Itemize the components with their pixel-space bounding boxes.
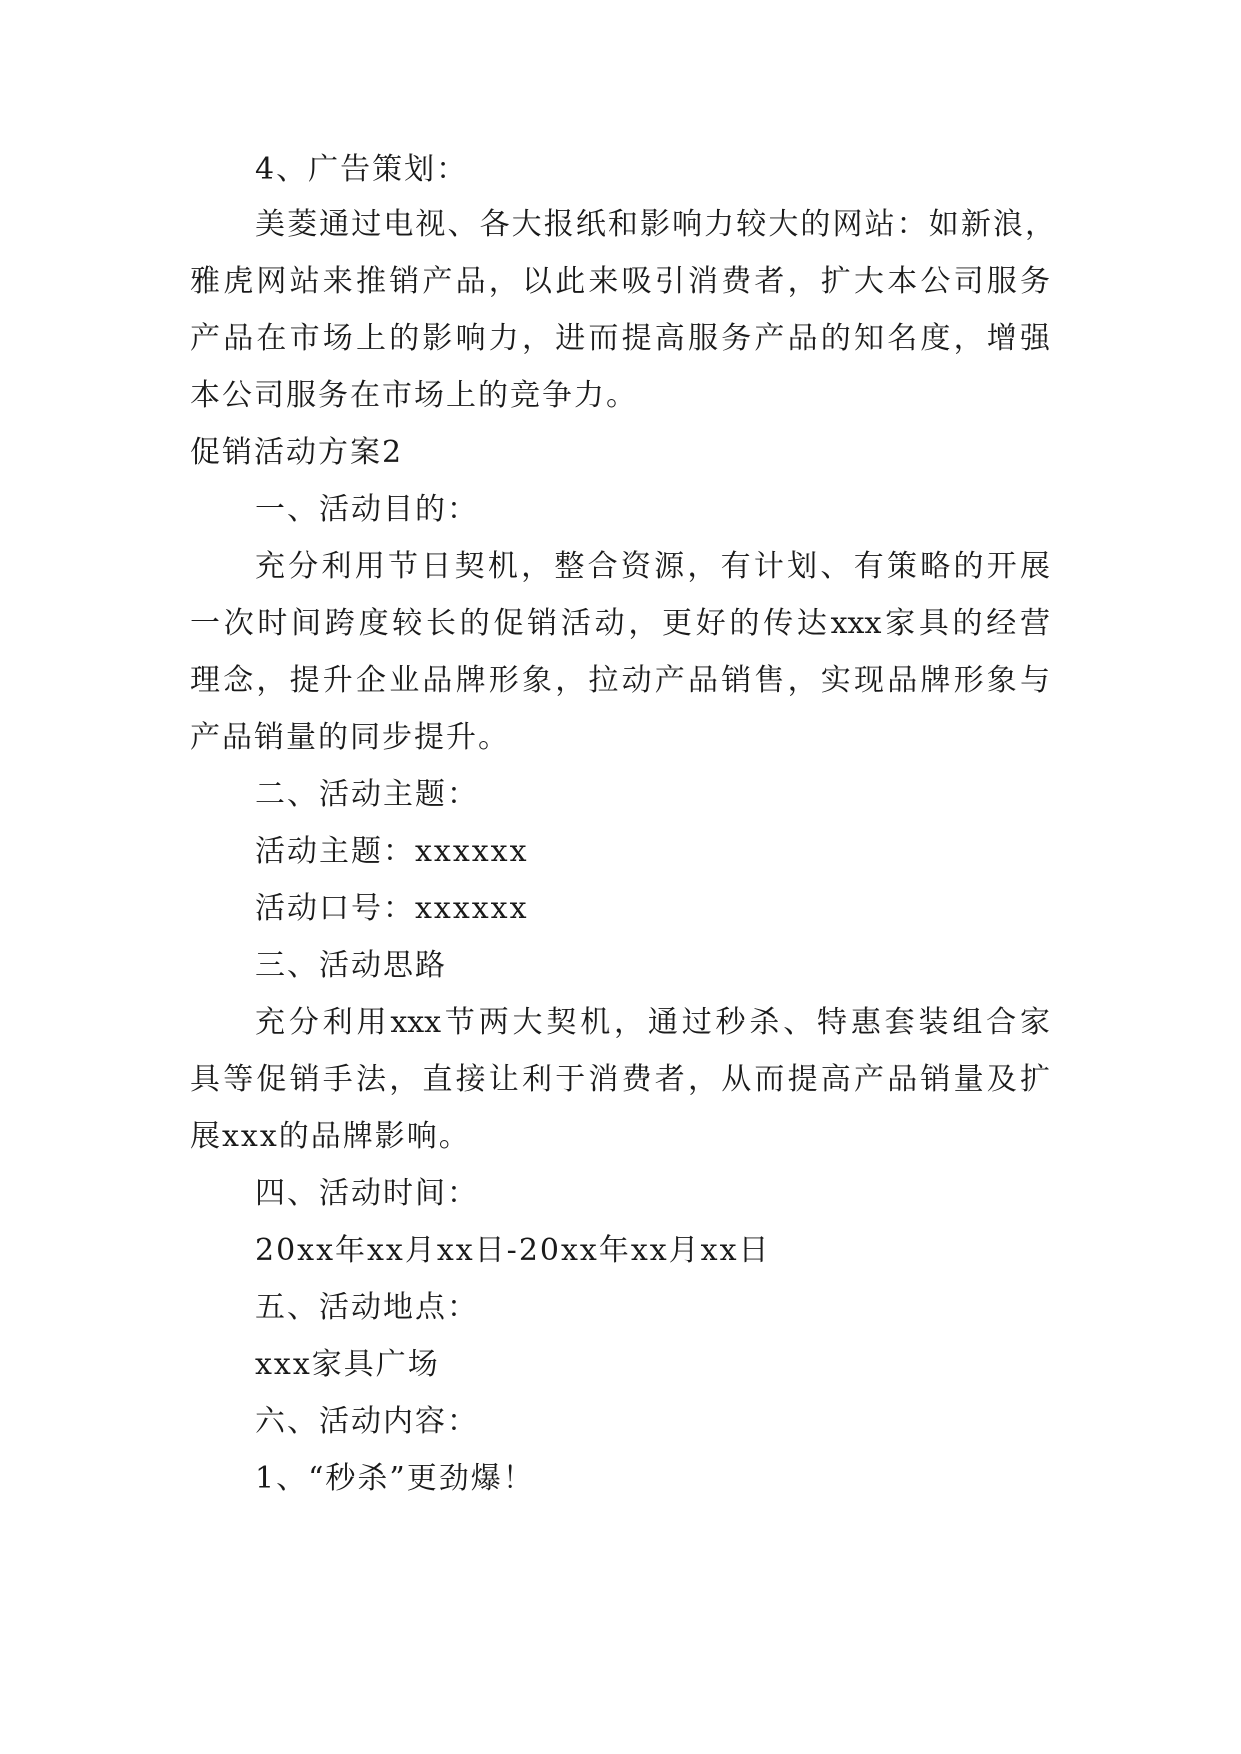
paragraph-line: 展xxx的品牌影响。: [190, 1119, 471, 1154]
paragraph-line: 产品销量的同步提升。: [190, 720, 510, 755]
document-section-title: 促销活动方案2: [190, 435, 404, 470]
paragraph-line: 美菱通过电视、各大报纸和影响力较大的网站：如新浪，: [255, 207, 1055, 242]
paragraph-line: 本公司服务在市场上的竞争力。: [190, 378, 638, 413]
paragraph-line: 雅虎网站来推销产品，以此来吸引消费者，扩大本公司服务: [190, 264, 1050, 299]
paragraph-line: 具等促销手法，直接让利于消费者，从而提高产品销量及扩: [190, 1062, 1050, 1097]
location-line: xxx家具广场: [255, 1347, 440, 1382]
paragraph-line: 理念，提升企业品牌形象，拉动产品销售，实现品牌形象与: [190, 663, 1050, 698]
section-heading-time: 四、活动时间：: [255, 1176, 479, 1211]
section-heading-advertising-plan: 4、广告策划：: [255, 152, 469, 187]
section-heading-content: 六、活动内容：: [255, 1404, 479, 1439]
theme-line: 活动主题：xxxxxx: [255, 834, 529, 869]
paragraph-line: 充分利用xxx节两大契机，通过秒杀、特惠套装组合家: [255, 1005, 1050, 1040]
slogan-line: 活动口号：xxxxxx: [255, 891, 529, 926]
section-heading-location: 五、活动地点：: [255, 1290, 479, 1325]
content-item-line: 1、“秒杀”更劲爆！: [255, 1461, 535, 1496]
paragraph-line: 一次时间跨度较长的促销活动，更好的传达xxx家具的经营: [190, 606, 1050, 641]
date-range-line: 20xx年xx月xx日-20xx年xx月xx日: [255, 1233, 771, 1268]
paragraph-line: 产品在市场上的影响力，进而提高服务产品的知名度，增强: [190, 321, 1050, 356]
section-heading-approach: 三、活动思路: [255, 948, 447, 983]
section-heading-theme: 二、活动主题：: [255, 777, 479, 812]
paragraph-line: 充分利用节日契机，整合资源，有计划、有策略的开展: [255, 549, 1050, 584]
section-heading-objective: 一、活动目的：: [255, 492, 479, 527]
